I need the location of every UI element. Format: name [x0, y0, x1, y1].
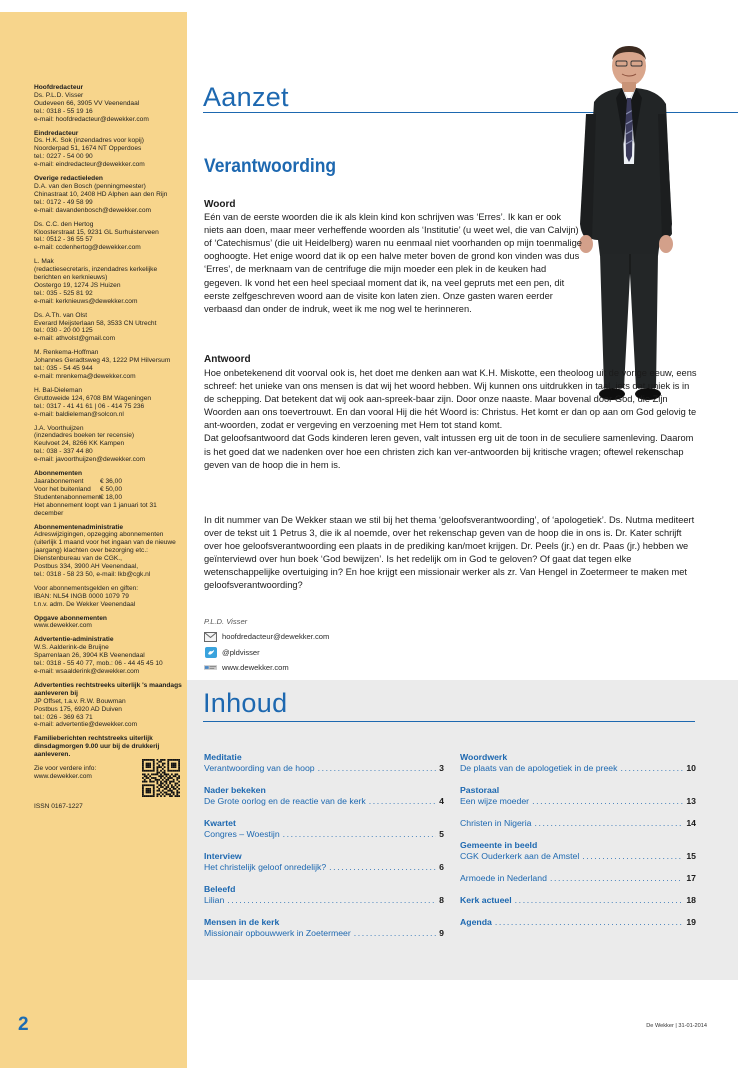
- toc-title[interactable]: Armoede in Nederland: [460, 873, 547, 883]
- colophon-line: Adreswijzigingen, opzegging abonnementen (uiterlijk 1 maand voor het ingaan van de nieuwe jaargang) klachten over bezorging etc.:: [34, 531, 176, 555]
- toc-page-number: 8: [439, 895, 444, 905]
- toc-leader: [283, 829, 437, 840]
- contact-twitter[interactable]: [204, 645, 329, 660]
- colophon-line: e-mail: baldieleman@solcon.nl: [34, 410, 124, 418]
- toc-title[interactable]: Een wijze moeder: [460, 796, 530, 806]
- subscription-label: Voor het buitenland: [34, 485, 91, 493]
- toc-item[interactable]: [204, 785, 444, 807]
- toc-category: Meditatie: [204, 752, 242, 762]
- colophon-line: (inzendadres boeken ter recensie): [34, 432, 135, 440]
- toc-page-number: 19: [686, 917, 696, 927]
- toc-title[interactable]: De plaats van de apologetiek in de preek: [460, 763, 618, 773]
- toc-item[interactable]: [460, 752, 696, 774]
- colophon-line: JP Offset, t.a.v. R.W. Bouwman: [34, 697, 126, 705]
- page-footer: De Wekker | 31-01-2014: [646, 1023, 707, 1029]
- antwoord-paragraph-2: Dat geloofsantwoord dat Gods kinderen leren geven, valt intussen erg uit de toon in de seculiere samenleving. Daarom is het goed dat we nadenken over hoe een christen zich kan ver-antwoorden bij kritische vragen; oftewel rekenschap geven van de hoop die in hem is.: [204, 433, 694, 470]
- colophon-line: Ds. C.C. den Hertog: [34, 220, 94, 228]
- toc-leader: [227, 895, 436, 906]
- colophon-line: Oudeveen 66, 3905 VV Veenendaal: [34, 99, 140, 107]
- colophon-block: [34, 524, 182, 579]
- email-text[interactable]: hoofdredacteur@dewekker.com: [222, 632, 330, 642]
- colophon-line: Everard Meijsterlaan 58, 3533 CN Utrecht: [34, 319, 157, 327]
- colophon-line: e-mail: advertentie@dewekker.com: [34, 721, 138, 729]
- web-icon: [204, 663, 217, 673]
- colophon-block: [34, 636, 182, 676]
- antwoord-paragraph-1: Hoe onbetekenend dit voorval ook is, het doet me denken aan wat K.H. Miskotte, een theoloog uit de vorige eeuw, eens schreef: het unieke van ons mensen is dat wij het woord hebben. Wij kunnen ons uitdrukken in taal, iets dat uniek is in de schepping. Dat betekent dat wij ook aan-spreek-baar zijn. Door onze naaste. Maar bovenal door God, die Zijn Woorden aan ons toevertrouwt. En dan vooral Hij die hét Woord is: Christus. Het komt er dan op aan om God gelovig te ant-woorden, zodat er vergeving en verzoening met Hem tot stand komt.: [204, 368, 697, 431]
- toc-item[interactable]: [204, 818, 444, 840]
- toc-page-number: 13: [686, 796, 696, 806]
- toc-page-number: 17: [686, 873, 696, 883]
- colophon-line: e-mail: eindredacteur@dewekker.com: [34, 161, 145, 169]
- colophon-line: e-mail: hoofdredacteur@dewekker.com: [34, 115, 149, 123]
- colophon-block: [34, 387, 182, 419]
- colophon-block: [34, 735, 182, 759]
- subscription-label: Studentenabonnement: [34, 493, 101, 501]
- toc-item[interactable]: [460, 840, 696, 862]
- colophon-line: Dienstenbureau van de CGK.,: [34, 555, 122, 563]
- toc-leader: [515, 895, 684, 906]
- toc-category: Pastoraal: [460, 785, 500, 795]
- subscription-price: € 36,00: [100, 477, 122, 485]
- colophon-line: e-mail: kerknieuws@dewekker.com: [34, 297, 138, 305]
- contact-email[interactable]: [204, 629, 329, 644]
- colophon-line: Postbus 334, 3900 AH Veenendaal,: [34, 563, 139, 571]
- toc-page-number: 9: [439, 928, 444, 938]
- toc-title[interactable]: Congres – Woestijn: [204, 829, 280, 839]
- colophon-line: tel.: 0512 - 36 55 57: [34, 236, 93, 244]
- toc-item[interactable]: [460, 873, 696, 884]
- toc-leader: [318, 763, 437, 774]
- toc-page-number: 14: [686, 818, 696, 828]
- toc-title[interactable]: Kerk actueel: [460, 895, 512, 905]
- woord-section: [204, 198, 582, 316]
- toc-category: Beleefd: [204, 884, 236, 894]
- toc-leader: [354, 928, 436, 939]
- subscription-label: Jaarabonnement: [34, 477, 84, 485]
- toc-entry[interactable]: [460, 917, 696, 928]
- page-number: 2: [18, 1014, 29, 1035]
- toc-entry[interactable]: [204, 928, 444, 939]
- colophon-line: e-mail: ccdenhertog@dewekker.com: [34, 244, 141, 252]
- subscription-price: € 18,00: [100, 493, 122, 501]
- colophon-line: Postbus 175, 6920 AD Duiven: [34, 705, 122, 713]
- colophon-line: tel.: 0318 - 55 40 77, mob.: 06 - 44 45 45 10: [34, 660, 163, 668]
- toc-item[interactable]: [460, 917, 696, 928]
- toc-entry[interactable]: [460, 818, 696, 829]
- colophon-line: tel.: 026 - 369 63 71: [34, 713, 93, 721]
- colophon-line: L. Mak: [34, 258, 54, 266]
- colophon-line: IBAN: NL54 INGB 0000 1079 79: [34, 592, 129, 600]
- colophon-line: Noorderpad 51, 1674 NT Opperdoes: [34, 145, 142, 153]
- closing-section: [204, 514, 698, 593]
- toc-title[interactable]: Christen in Nigeria: [460, 818, 532, 828]
- colophon-line: Ds. A.Th. van Olst: [34, 311, 88, 319]
- colophon-block: [34, 615, 182, 631]
- colophon-line: (redactiesecretaris, inzendadres kerkelijke berichten en kerknieuws): [34, 266, 158, 282]
- toc-page-number: 4: [439, 796, 444, 806]
- article-title: Verantwoording: [204, 156, 337, 177]
- subscription-row: [34, 486, 182, 494]
- colophon-block-title: Overige redactieleden: [34, 175, 103, 183]
- colophon-line: W.S. Aalderink-de Bruijne: [34, 644, 109, 652]
- toc-entry[interactable]: [460, 895, 696, 906]
- contents-rule: [203, 721, 695, 722]
- contents-left-column: [204, 752, 444, 950]
- colophon-block: [34, 425, 182, 465]
- colophon-line: Keulvoet 24, 8266 KK Kampen: [34, 440, 125, 448]
- toc-item[interactable]: [460, 785, 696, 807]
- toc-title[interactable]: Verantwoording van de hoop: [204, 763, 315, 773]
- toc-title[interactable]: Lilian: [204, 895, 225, 905]
- colophon-line: e-mail: wsaalderink@dewekker.com: [34, 668, 140, 675]
- colophon-block: [34, 349, 182, 381]
- colophon-block-title: Advertenties rechtstreeks uiterlijk 's maandags aanleveren bij: [34, 681, 182, 697]
- section-title-inhoud: Inhoud: [203, 688, 288, 718]
- colophon-block: [34, 585, 182, 609]
- author-photo: [572, 44, 680, 406]
- colophon-line: e-mail: javoorthuijzen@dewekker.com: [34, 456, 146, 464]
- colophon-block: [34, 682, 182, 729]
- colophon-block-title: Familieberichten rechtstreeks uiterlijk dinsdagmorgen 9.00 uur bij de drukkerij aanleveren.: [34, 735, 160, 759]
- colophon-block-title: Advertentie-administratie: [34, 636, 114, 644]
- woord-heading: Woord: [204, 199, 236, 210]
- twitter-text[interactable]: @pldvisser: [222, 647, 260, 657]
- antwoord-section: [204, 353, 582, 366]
- subscriptions-title: Abonnementen: [34, 470, 82, 478]
- toc-category: Nader bekeken: [204, 785, 266, 795]
- toc-page-number: 3: [439, 763, 444, 773]
- subscriptions-block: [34, 470, 182, 517]
- toc-entry[interactable]: [204, 796, 444, 807]
- colophon-line: Chinastraat 10, 2408 HD Alphen aan den Rijn: [34, 190, 168, 198]
- toc-item[interactable]: [460, 895, 696, 906]
- toc-leader: [550, 873, 683, 884]
- colophon-line: tel.: 0227 - 54 00 90: [34, 153, 93, 161]
- colophon-line: tel.: 0318 - 55 19 16: [34, 107, 93, 115]
- colophon-line: tel.: 030 - 20 00 125: [34, 327, 93, 335]
- subscription-price: € 50,00: [100, 485, 122, 493]
- toc-item[interactable]: [204, 752, 444, 774]
- colophon-line: Gruttoweide 124, 6708 BM Wageningen: [34, 394, 152, 402]
- info-line: Zie voor verdere info:: [34, 765, 97, 773]
- toc-title[interactable]: CGK Ouderkerk aan de Amstel: [460, 851, 580, 861]
- toc-category: Interview: [204, 851, 242, 861]
- toc-leader: [329, 862, 436, 873]
- toc-category: Gemeente in beeld: [460, 840, 538, 850]
- toc-entry[interactable]: [204, 763, 444, 774]
- author-name: P.L.D. Visser: [204, 617, 248, 626]
- toc-leader: [582, 851, 683, 862]
- toc-entry[interactable]: [204, 829, 444, 840]
- toc-leader: [620, 763, 683, 774]
- contact-website[interactable]: [204, 660, 329, 675]
- subscription-row: [34, 478, 182, 486]
- website-text[interactable]: www.dewekker.com: [222, 662, 289, 672]
- colophon-block: [34, 84, 182, 124]
- colophon-line: Oostergo 19, 1274 JS Huizen: [34, 281, 121, 289]
- signature-block: [204, 614, 329, 675]
- toc-title[interactable]: Missionair opbouwwerk in Zoetermeer: [204, 928, 351, 938]
- colophon-line: Kloosterstraat 15, 9231 GL Surhuisterveen: [34, 228, 159, 236]
- colophon-block: [34, 130, 182, 170]
- colophon-line: Johannes Geradtsweg 43, 1222 PM Hilversum: [34, 357, 171, 365]
- toc-entry[interactable]: [460, 851, 696, 862]
- colophon-line: tel.: 038 - 337 44 80: [34, 448, 93, 456]
- toc-page-number: 6: [439, 862, 444, 872]
- toc-entry[interactable]: [460, 763, 696, 774]
- toc-title[interactable]: De Grote oorlog en de reactie van de kerk: [204, 796, 366, 806]
- antwoord-heading: Antwoord: [204, 354, 251, 365]
- antwoord-body: [204, 367, 698, 472]
- toc-leader: [495, 917, 683, 928]
- subscription-note: Het abonnement loopt van 1 januari tot 31 december: [34, 501, 157, 517]
- toc-page-number: 10: [686, 763, 696, 773]
- colophon-block-title: Opgave abonnementen: [34, 614, 107, 622]
- toc-item[interactable]: [204, 884, 444, 906]
- colophon-line: Ds. P.L.D. Visser: [34, 91, 84, 99]
- toc-category: Kwartet: [204, 818, 236, 828]
- colophon: [34, 84, 182, 817]
- colophon-line: www.dewekker.com: [34, 622, 92, 630]
- toc-page-number: 15: [686, 851, 696, 861]
- toc-page-number: 5: [439, 829, 444, 839]
- colophon-block: [34, 221, 182, 253]
- colophon-line: H. Bal-Dieleman: [34, 386, 83, 394]
- mail-icon: [204, 632, 217, 642]
- issn: ISSN 0167-1227: [34, 803, 83, 811]
- qr-code[interactable]: [142, 759, 180, 797]
- info-line: www.dewekker.com: [34, 772, 92, 780]
- toc-item[interactable]: [460, 818, 696, 829]
- toc-entry[interactable]: [460, 873, 696, 884]
- contents-right-column: [460, 752, 696, 939]
- colophon-block: [34, 175, 182, 215]
- info-block: [34, 765, 182, 797]
- info-text: [34, 765, 96, 781]
- colophon-line: tel.: 0318 - 58 23 50, e-mail: lkb@cgk.nl: [34, 570, 151, 578]
- colophon-block: [34, 258, 182, 305]
- colophon-line: Ds. H.K. Sok (inzendadres voor kopij): [34, 137, 144, 145]
- toc-leader: [532, 796, 683, 807]
- colophon-block-title: Hoofdredacteur: [34, 84, 84, 91]
- colophon-line: tel.: 0172 - 49 58 99: [34, 198, 93, 206]
- colophon-line: tel.: 035 - 525 81 92: [34, 289, 93, 297]
- toc-entry[interactable]: [460, 796, 696, 807]
- toc-title[interactable]: Agenda: [460, 917, 492, 927]
- toc-entry[interactable]: [204, 862, 444, 873]
- toc-item[interactable]: [204, 851, 444, 873]
- toc-entry[interactable]: [204, 895, 444, 906]
- toc-title[interactable]: Het christelijk geloof onredelijk?: [204, 862, 327, 872]
- colophon-block: [34, 312, 182, 344]
- colophon-line: Sparrenlaan 26, 3904 KB Veenendaal: [34, 652, 145, 660]
- colophon-block-title: Eindredacteur: [34, 129, 79, 137]
- colophon-line: e-mail: davandenbosch@dewekker.com: [34, 206, 152, 214]
- colophon-line: t.n.v. adm. De Wekker Veenendaal: [34, 600, 136, 608]
- section-title-aanzet: Aanzet: [203, 82, 289, 112]
- colophon-line: M. Renkema-Hoffman: [34, 349, 99, 357]
- colophon-line: Voor abonnementsgelden en giften:: [34, 584, 139, 592]
- twitter-icon: [204, 647, 217, 657]
- colophon-line: tel.: 0317 - 41 41 61 | 06 - 414 75 236: [34, 402, 145, 410]
- colophon-line: D.A. van den Bosch (penningmeester): [34, 182, 146, 190]
- closing-paragraph: In dit nummer van De Wekker staan we stil bij het thema ‘geloofsverantwoording’, of ‘apologetiek’. Ds. Nutma mediteert over de tekst uit 1 Petrus 3, die ik al noemde, over het rekenschap geven van de hoop die in ons is. Dr. Kater schrijft over hoe geloofsverantwoording een plaats in de prediking kan/moet krijgen. Dr. Peels (jr.) en dr. Paas (jr.) hebben we geïnterviewd over hun boek ‘God bewijzen’. Is het redelijk om in God te geloven? Of gaat dat tegen elke wetenschappelijke overtuiging in? En hoe krijgt een missionair werker als zr. Van Hengel in Zoetermeer te maken met geloofsverantwoording?: [204, 515, 695, 591]
- colophon-line: J.A. Voorthuijzen: [34, 424, 84, 432]
- toc-category: Woordwerk: [460, 752, 508, 762]
- colophon-line: e-mail: athvolst@gmail.com: [34, 335, 116, 343]
- colophon-line: e-mail: mrenkema@dewekker.com: [34, 373, 136, 380]
- toc-leader: [369, 796, 436, 807]
- toc-page-number: 18: [686, 895, 696, 905]
- toc-item[interactable]: [204, 917, 444, 939]
- toc-leader: [534, 818, 683, 829]
- colophon-line: tel.: 035 - 54 45 944: [34, 365, 93, 373]
- toc-category: Mensen in de kerk: [204, 917, 280, 927]
- woord-paragraph: Eén van de eerste woorden die ik als klein kind kon schrijven was ‘Erres’. Ik kan er ook niets aan doen, maar meer verheffende woorden als ‘Institutie’ (u weet wel, die van Calvijn) of ‘Catechismus’ (die uit Heidelberg) waren nu eenmaal niet voorhanden op mijn toenmalige ooghoogte. Het enige woord dat ik op een halve meter boven de grond kon vinden was dus ‘Erres’, de merknaam van de centrifuge die mijn moeder een plek in de keuken had gegeven. Ik vond het een heel speciaal moment dat ik, na veel gepruts met een pen, dit eerste zelfgeschreven woord aan de visite kon laten zien. Onze gasten waren eerder verbaasd dan onder de indruk, weet ik me nog wel te herinneren.: [204, 212, 582, 314]
- subscription-row: [34, 494, 182, 502]
- colophon-block-title: Abonnementenadministratie: [34, 523, 124, 531]
